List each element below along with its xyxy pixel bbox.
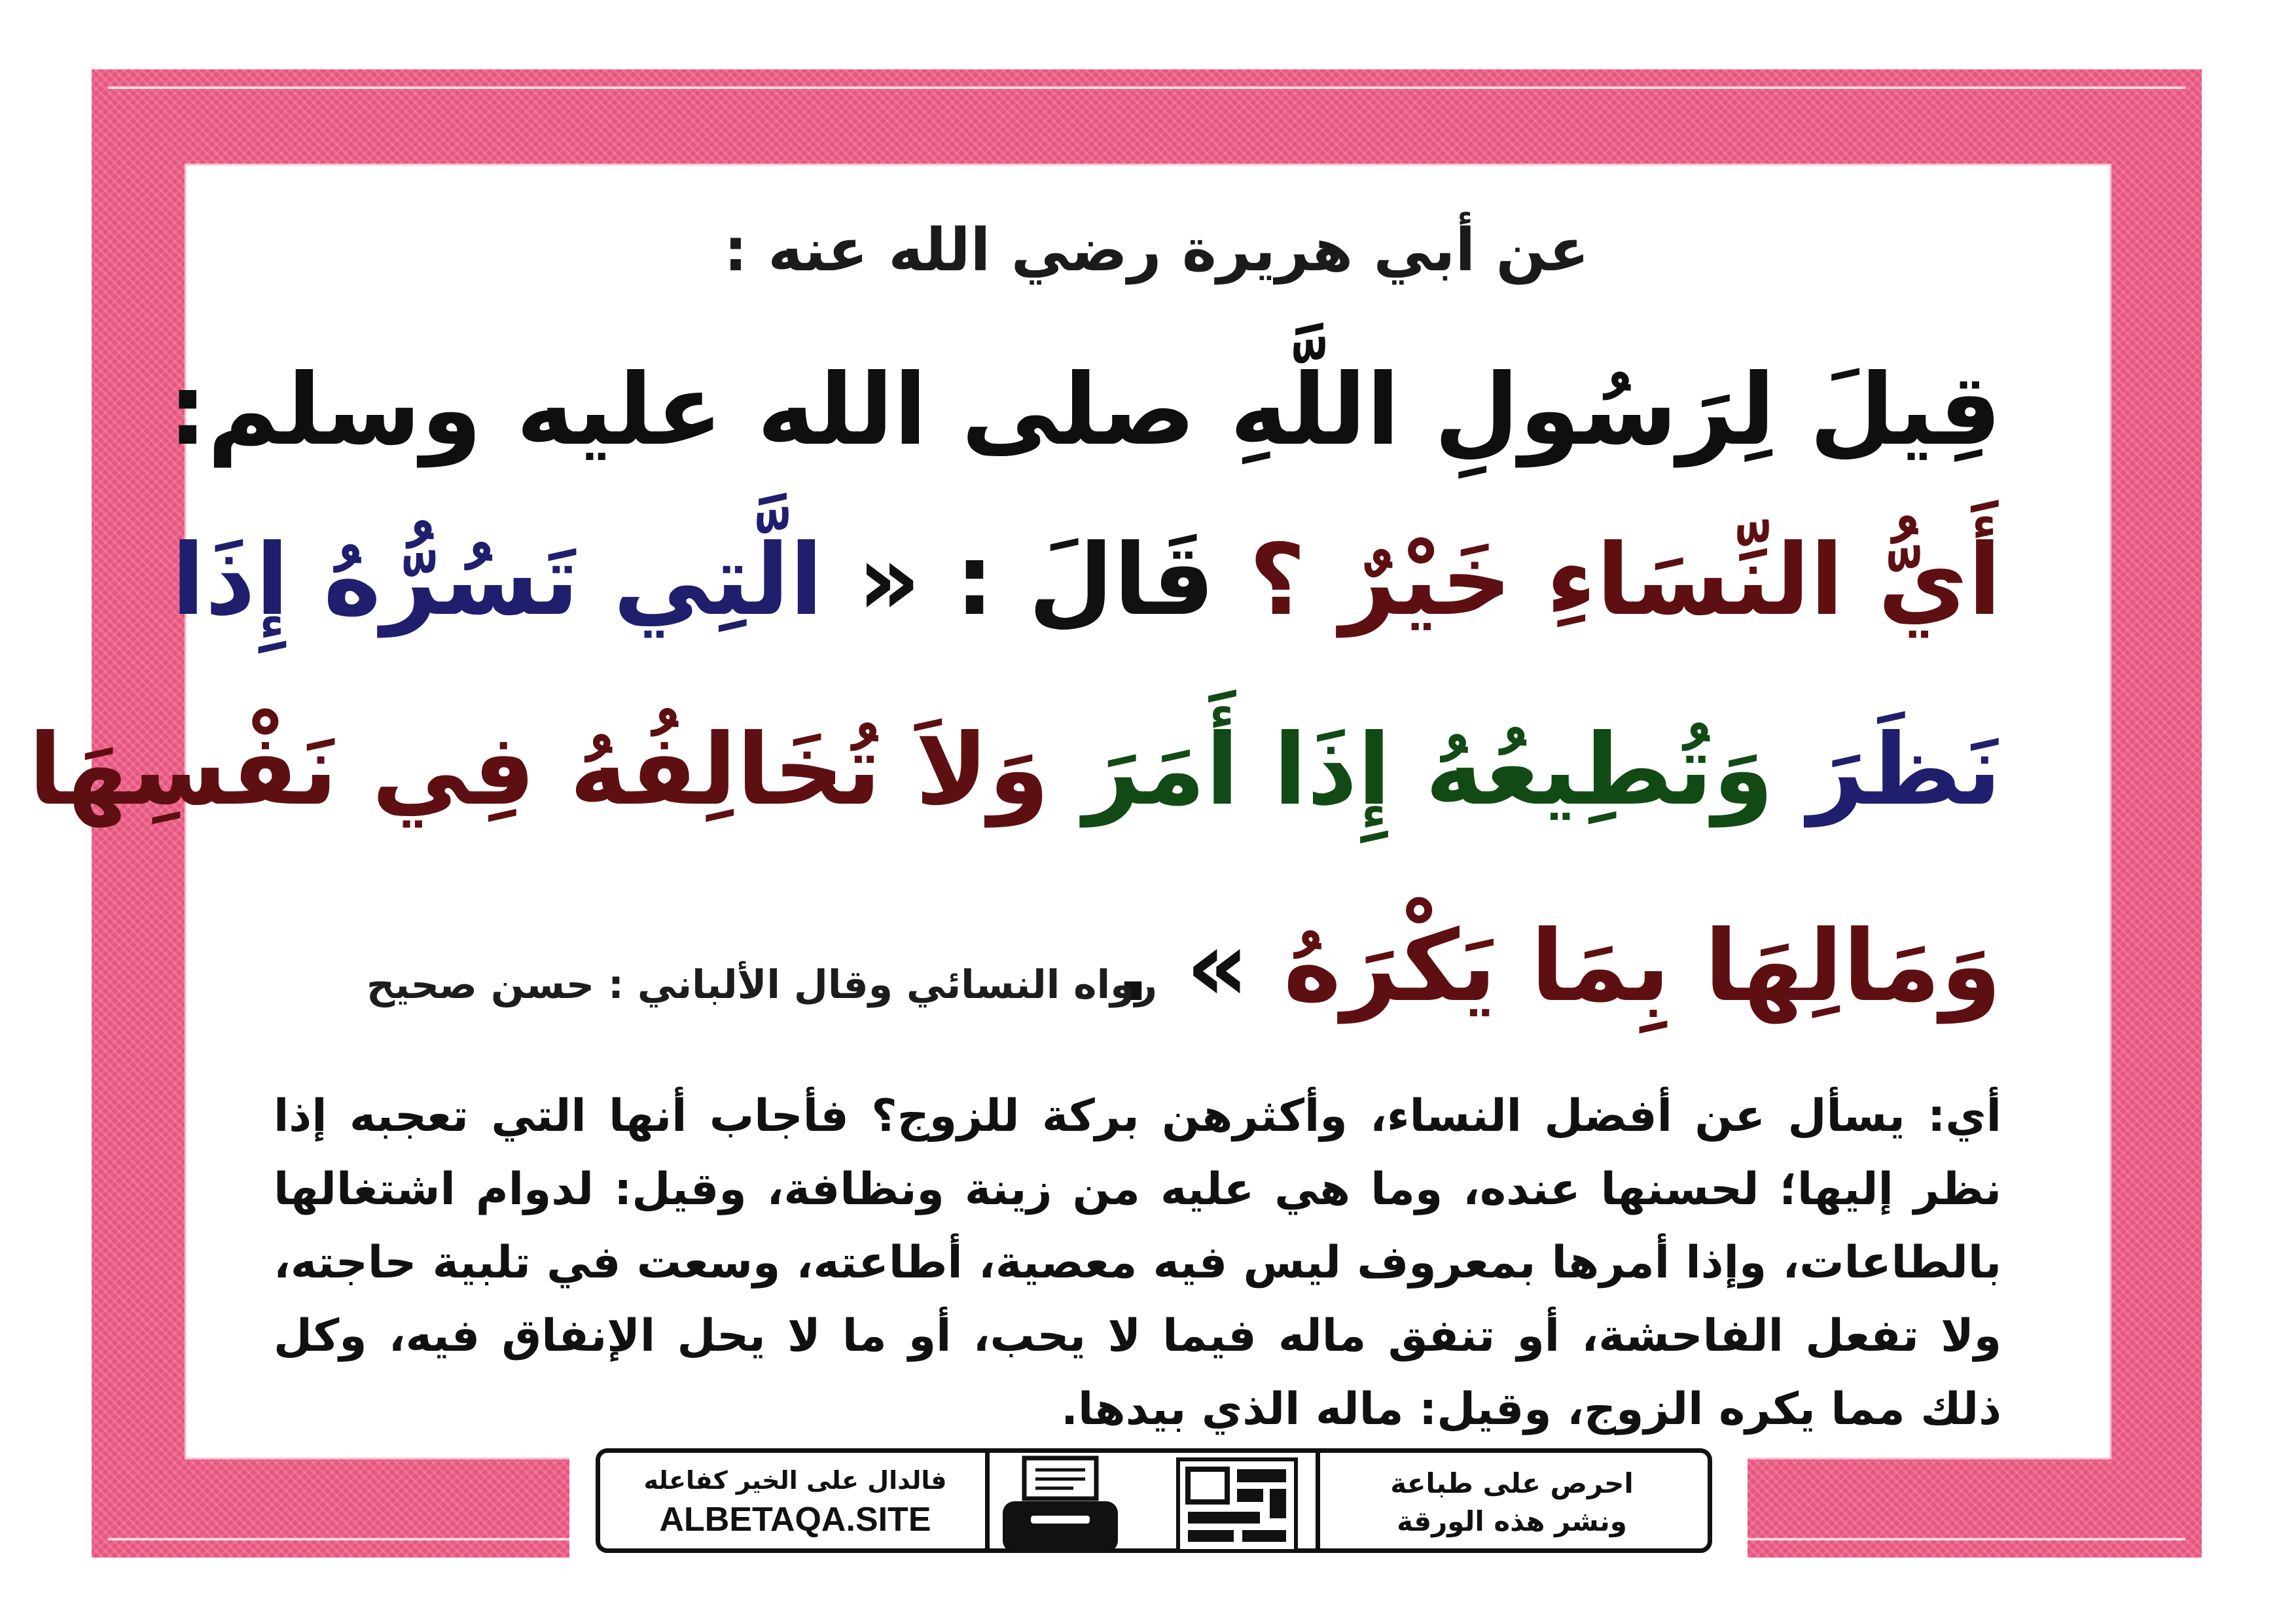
- hadith-answer-start: الَّتِي تَسُرُّهُ إِذَا: [171, 524, 823, 637]
- hadith-source: رواه النسائي وقال الألباني : حسن صحيح: [367, 962, 1157, 1008]
- footer-separator: [1316, 1448, 1320, 1553]
- footer-advice-line-1: احرص على طباعة: [1390, 1467, 1634, 1499]
- hadith-line-3: [29, 713, 2001, 827]
- hadith-obeys: وَتُطِيعُهُ إِذَا أَمَرَ: [1083, 713, 1774, 827]
- footer-separator: [985, 1448, 990, 1553]
- frame-inner-line-top: [108, 86, 2185, 89]
- hadith-not-oppose: وَلاَ تُخَالِفُهُ فِي نَفْسِهَا: [28, 713, 1050, 827]
- footer-site-link[interactable]: ALBETAQA.SITE: [659, 1501, 931, 1539]
- footer-slogan: فالدال على الخير كفاعله: [643, 1466, 947, 1495]
- footer-advice: [1335, 1465, 1689, 1541]
- hadith-line-2: [171, 524, 2001, 637]
- hadith-close-quote: » .: [1114, 910, 1249, 1024]
- hadith-line-1: قِيلَ لِرَسُولِ اللَّهِ صلى الله عليه وسلم:: [168, 353, 2001, 467]
- narrator-line: عن أبي هريرة رضي الله عنه :: [723, 216, 1589, 285]
- hadith-said: قَالَ : «: [857, 524, 1215, 637]
- logo-dawat-alwaraqa: [1172, 1453, 1302, 1558]
- hadith-looked: نَظَرَ: [1808, 713, 2001, 827]
- hadith-question: أَيُّ النِّسَاءِ خَيْرٌ ؟: [1249, 524, 2001, 637]
- printer-icon: [995, 1453, 1126, 1558]
- hadith-line-4: [1114, 910, 2001, 1024]
- footer-advice-line-2: ونشر هذه الورقة: [1397, 1505, 1627, 1537]
- hadith-wealth: وَمَالِهَا بِمَا يَكْرَهُ: [1283, 910, 2001, 1024]
- explanation-paragraph: أي: يسأل عن أفضل النساء، وأكثرهن بركة للزوج؟ فأجاب أنها التي تعجبه إذا نظر إليها؛ لحسنها عنده، وما هي عليه من زينة ونظافة، وقيل: لدوام اشتغالها بالطاعات، وإذا أمرها بمعروف ليس فيه معصية، أطاعته، وسعت في تلبية حاجته، ولا تفعل الفاحشة، أو تنفق ماله فيما لا يحب، أو ما لا يحل الإنفاق فيه، وكل ذلك مما يكره الزوج، وقيل: ماله الذي بيدها.: [274, 1090, 2001, 1435]
